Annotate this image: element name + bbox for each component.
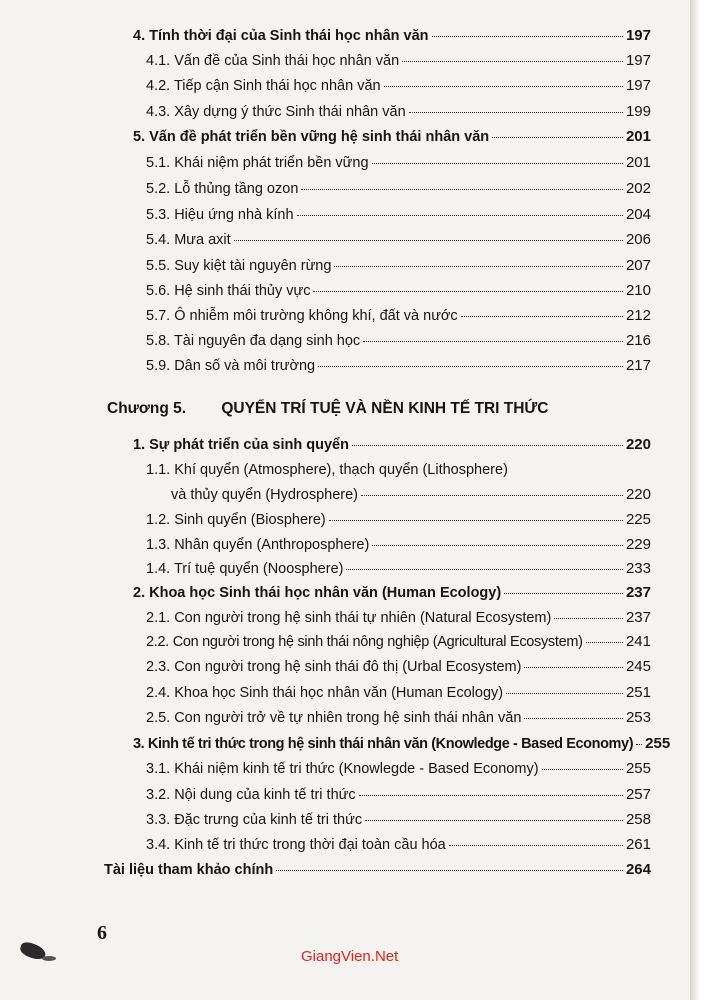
toc-entry-title: 1.4. Trí tuệ quyển (Noosphere) bbox=[146, 561, 344, 577]
toc-entry-title: 1.2. Sinh quyển (Biosphere) bbox=[146, 512, 326, 528]
toc-entry bbox=[133, 436, 651, 454]
toc-entry-page: 217 bbox=[625, 357, 651, 374]
toc-entry-page: 245 bbox=[625, 658, 651, 675]
dot-leader bbox=[297, 215, 623, 216]
dot-leader bbox=[524, 718, 623, 719]
dot-leader bbox=[402, 61, 623, 62]
toc-entry-title: và thủy quyển (Hydrosphere) bbox=[171, 487, 358, 503]
toc-entry-page: 216 bbox=[625, 332, 651, 349]
chapter-heading bbox=[107, 400, 549, 418]
toc-entry bbox=[146, 786, 651, 804]
toc-entry-page: 206 bbox=[625, 231, 651, 248]
toc-entry-page: 255 bbox=[625, 760, 651, 777]
dot-leader bbox=[542, 769, 623, 770]
toc-entry-page: 197 bbox=[625, 27, 651, 44]
toc-entry bbox=[146, 52, 651, 70]
toc-entry-page: 201 bbox=[625, 128, 651, 145]
dot-leader bbox=[276, 870, 623, 871]
toc-entry-title: 5.8. Tài nguyên đa dạng sinh học bbox=[146, 333, 361, 349]
dot-leader bbox=[432, 36, 623, 37]
toc-entry-title: 5.4. Mưa axit bbox=[146, 232, 231, 248]
dot-leader bbox=[234, 240, 623, 241]
dot-leader bbox=[504, 593, 623, 594]
toc-entry-page: 197 bbox=[625, 52, 651, 69]
dot-leader bbox=[492, 137, 623, 138]
toc-entry-page: 207 bbox=[625, 257, 651, 274]
toc-entry bbox=[146, 461, 651, 479]
toc-entry-title: 2. Khoa học Sinh thái học nhân văn (Human Ecology) bbox=[133, 585, 502, 601]
toc-entry-page: 258 bbox=[625, 811, 651, 828]
dot-leader bbox=[301, 189, 623, 190]
toc-entry-page: 197 bbox=[625, 77, 651, 94]
dot-leader bbox=[372, 163, 623, 164]
toc-entry bbox=[133, 27, 651, 45]
toc-entry bbox=[146, 307, 651, 325]
page-edge bbox=[690, 0, 707, 1000]
toc-entry bbox=[146, 709, 651, 727]
toc-entry-page: 201 bbox=[625, 154, 651, 171]
toc-entry-page: 204 bbox=[625, 206, 651, 223]
toc-entry-page: 241 bbox=[625, 633, 651, 650]
toc-entry-page: 257 bbox=[625, 786, 651, 803]
toc-entry-page: 233 bbox=[625, 560, 651, 577]
dot-leader bbox=[359, 795, 623, 796]
toc-entry bbox=[146, 154, 651, 172]
toc-entry-page: 225 bbox=[625, 511, 651, 528]
toc-entry bbox=[146, 760, 651, 778]
toc-entry-title: 5.7. Ô nhiễm môi trường không khí, đất và nước bbox=[146, 308, 458, 324]
toc-entry-references bbox=[104, 861, 651, 879]
dot-leader bbox=[361, 495, 623, 496]
dot-leader bbox=[636, 744, 642, 745]
toc-entry-title: 5.9. Dân số và môi trường bbox=[146, 358, 316, 374]
toc-entry bbox=[133, 584, 651, 602]
dot-leader bbox=[506, 693, 623, 694]
toc-entry-title: 5. Vấn đề phát triển bền vững hệ sinh thái nhân văn bbox=[133, 129, 490, 145]
toc-entry-page: 210 bbox=[625, 282, 651, 299]
toc-entry-title: 4.1. Vấn đề của Sinh thái học nhân văn bbox=[146, 53, 400, 69]
dot-leader bbox=[313, 291, 623, 292]
toc-entry-title: 3.4. Kinh tế tri thức trong thời đại toàn cầu hóa bbox=[146, 837, 446, 853]
toc-entry-title: 3.2. Nội dung của kinh tế tri thức bbox=[146, 787, 356, 803]
chapter-number: Chương 5. bbox=[107, 400, 187, 417]
toc-entry bbox=[146, 357, 651, 375]
toc-entry bbox=[133, 735, 671, 753]
dot-leader bbox=[346, 569, 622, 570]
dot-leader bbox=[554, 618, 623, 619]
toc-entry-page: 261 bbox=[625, 836, 651, 853]
dot-leader bbox=[384, 86, 623, 87]
toc-entry bbox=[133, 128, 651, 146]
toc-entry bbox=[146, 332, 651, 350]
toc-entry-title: 4.2. Tiếp cận Sinh thái học nhân văn bbox=[146, 78, 381, 94]
toc-entry bbox=[146, 658, 651, 676]
dot-leader bbox=[318, 366, 623, 367]
toc-entry bbox=[146, 77, 651, 95]
toc-entry bbox=[146, 231, 651, 249]
toc-entry-page: 251 bbox=[625, 684, 651, 701]
toc-entry-title: 3. Kinh tế tri thức trong hệ sinh thái nhân văn (Knowledge - Based Economy) bbox=[133, 736, 634, 752]
toc-entry-title: 5.1. Khái niệm phát triển bền vững bbox=[146, 155, 369, 171]
toc-entry bbox=[146, 180, 651, 198]
toc-entry-page: 220 bbox=[625, 436, 651, 453]
toc-entry-title: Tài liệu tham khảo chính bbox=[104, 862, 274, 878]
dot-leader bbox=[352, 445, 623, 446]
toc-entry-page: 264 bbox=[625, 861, 651, 878]
toc-entry-title: 2.1. Con người trong hệ sinh thái tự nhiên (Natural Ecosystem) bbox=[146, 610, 552, 626]
toc-entry-page: 237 bbox=[625, 609, 651, 626]
toc-entry-title: 4.3. Xây dựng ý thức Sinh thái nhân văn bbox=[146, 104, 406, 120]
toc-entry bbox=[146, 282, 651, 300]
toc-entry bbox=[146, 206, 651, 224]
dot-leader bbox=[363, 341, 623, 342]
toc-entry-page: 255 bbox=[645, 735, 671, 752]
toc-entry-page: 229 bbox=[625, 536, 651, 553]
dot-leader bbox=[524, 667, 623, 668]
toc-entry-page: 199 bbox=[625, 103, 651, 120]
toc-entry-title: 5.6. Hệ sinh thái thủy vực bbox=[146, 283, 311, 299]
toc-entry-title: 1.1. Khí quyển (Atmosphere), thạch quyển (Lithosphere) bbox=[146, 462, 508, 478]
dot-leader bbox=[334, 266, 623, 267]
toc-entry-title: 5.5. Suy kiệt tài nguyên rừng bbox=[146, 258, 332, 274]
toc-entry bbox=[146, 103, 651, 121]
toc-entry-page: 253 bbox=[625, 709, 651, 726]
dot-leader bbox=[365, 820, 623, 821]
toc-entry bbox=[146, 684, 651, 702]
toc-entry-title: 1.3. Nhân quyển (Anthroposphere) bbox=[146, 537, 370, 553]
toc-entry bbox=[146, 609, 651, 627]
toc-entry bbox=[146, 836, 651, 854]
toc-entry-title: 2.4. Khoa học Sinh thái học nhân văn (Human Ecology) bbox=[146, 685, 504, 701]
toc-entry-continued bbox=[171, 486, 651, 504]
dot-leader bbox=[329, 520, 623, 521]
toc-entry-page: 212 bbox=[625, 307, 651, 324]
dot-leader bbox=[409, 112, 623, 113]
toc-entry bbox=[146, 560, 651, 578]
toc-entry-title: 4. Tính thời đại của Sinh thái học nhân văn bbox=[133, 28, 429, 44]
toc-entry bbox=[146, 633, 651, 651]
chapter-title: QUYỂN TRÍ TUỆ VÀ NỀN KINH TẾ TRI THỨC bbox=[221, 400, 549, 417]
toc-entry bbox=[146, 511, 651, 529]
toc-entry-title: 2.3. Con người trong hệ sinh thái đô thị (Urbal Ecosystem) bbox=[146, 659, 522, 675]
toc-entry-page: 202 bbox=[625, 180, 651, 197]
toc-entry-page: 220 bbox=[625, 486, 651, 503]
dot-leader bbox=[372, 545, 623, 546]
dot-leader bbox=[449, 845, 623, 846]
toc-entry-title: 2.2. Con người trong hệ sinh thái nông nghiệp (Agricultural Ecosystem) bbox=[146, 634, 583, 650]
toc-entry-title: 1. Sự phát triển của sinh quyển bbox=[133, 437, 349, 453]
toc-entry-title: 5.3. Hiệu ứng nhà kính bbox=[146, 207, 294, 223]
page-number: 6 bbox=[97, 922, 107, 944]
toc-entry-page: 237 bbox=[625, 584, 651, 601]
toc-entry-title: 5.2. Lỗ thủng tầng ozon bbox=[146, 181, 299, 197]
watermark: GiangVien.Net bbox=[301, 948, 399, 965]
dot-leader bbox=[586, 642, 623, 643]
toc-entry-title: 3.3. Đặc trưng của kinh tế tri thức bbox=[146, 812, 363, 828]
toc-entry-title: 2.5. Con người trở về tự nhiên trong hệ sinh thái nhân văn bbox=[146, 710, 522, 726]
scan-smudge bbox=[42, 956, 56, 961]
toc-entry bbox=[146, 257, 651, 275]
dot-leader bbox=[461, 316, 623, 317]
toc-entry bbox=[146, 536, 651, 554]
toc-entry bbox=[146, 811, 651, 829]
toc-entry-title: 3.1. Khái niệm kinh tế tri thức (Knowlegde - Based Economy) bbox=[146, 761, 539, 777]
